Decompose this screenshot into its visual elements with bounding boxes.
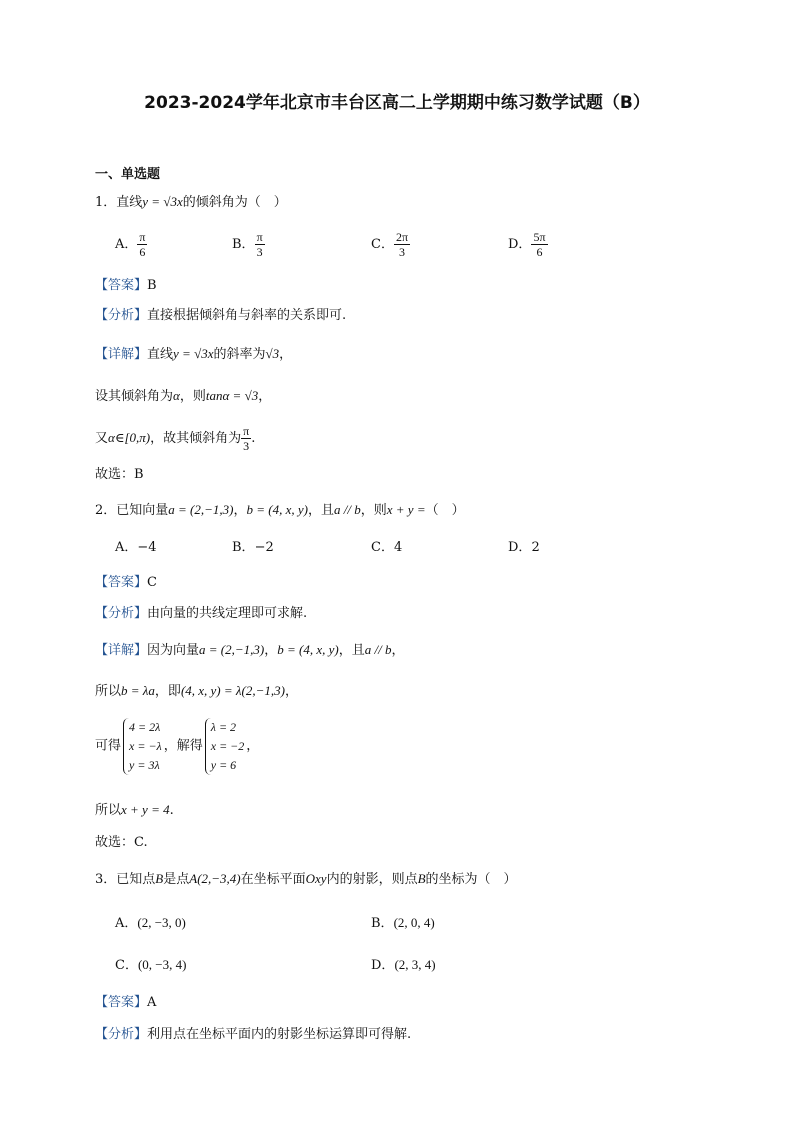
answer-value: B bbox=[147, 278, 157, 293]
equation: x = −λ bbox=[129, 739, 162, 753]
math: B bbox=[417, 871, 426, 886]
text: ，则 bbox=[179, 389, 206, 404]
fraction-den: 6 bbox=[139, 245, 146, 259]
detail-tag: 【详解】 bbox=[95, 643, 148, 658]
option-label: B． bbox=[232, 540, 255, 555]
math: x + y = bbox=[386, 502, 426, 517]
fraction bbox=[241, 424, 251, 453]
math: A(2,−3,4) bbox=[189, 871, 241, 886]
math: a // b bbox=[364, 642, 392, 657]
section-heading: 一、单选题 bbox=[95, 167, 161, 182]
q2-detail-line1 bbox=[95, 640, 405, 661]
option-text: 2 bbox=[531, 540, 540, 555]
q1-option-c bbox=[371, 230, 410, 259]
q3-option-d bbox=[371, 955, 436, 976]
text: 2．已知向量 bbox=[95, 503, 169, 518]
math: x + y = 4 bbox=[121, 802, 170, 817]
q1-answer bbox=[95, 276, 157, 296]
text: 可得 bbox=[95, 738, 122, 754]
option-label: C． bbox=[371, 540, 394, 555]
text: ， bbox=[233, 503, 247, 518]
answer-value: C bbox=[147, 575, 157, 590]
answer-tag: 【答案】 bbox=[95, 995, 148, 1010]
detail-tag: 【详解】 bbox=[95, 347, 148, 362]
q1-option-b bbox=[232, 230, 265, 259]
math: b = (4, x, y) bbox=[277, 642, 339, 657]
text: ，则 bbox=[360, 503, 387, 518]
equation: x = −2 bbox=[210, 739, 245, 753]
q2-option-d bbox=[508, 538, 540, 558]
text: ， bbox=[284, 684, 298, 699]
fraction bbox=[255, 230, 265, 259]
q3-stem bbox=[95, 869, 517, 890]
text: 因为向量 bbox=[147, 643, 200, 658]
text: 的斜率为 bbox=[213, 347, 266, 362]
option-label: C． bbox=[371, 237, 394, 252]
fraction-num: π bbox=[256, 230, 263, 244]
q2-option-a bbox=[115, 538, 157, 558]
fraction-den: 6 bbox=[536, 245, 543, 259]
equation: λ = 2 bbox=[210, 720, 237, 734]
option-label: D． bbox=[508, 237, 532, 252]
q1-detail-line2 bbox=[95, 386, 271, 407]
text: ，且 bbox=[338, 643, 365, 658]
q3-option-c bbox=[115, 955, 186, 976]
q2-stem bbox=[95, 500, 465, 521]
q1-choice: 故选：B bbox=[95, 467, 144, 482]
text: ， bbox=[258, 389, 272, 404]
fraction-num: π bbox=[139, 230, 146, 244]
option-label: B． bbox=[371, 916, 394, 931]
text: ， bbox=[279, 347, 293, 362]
math: α bbox=[173, 388, 180, 403]
option-text: (2, −3, 0) bbox=[137, 915, 186, 930]
math: tanα = √3 bbox=[205, 388, 259, 403]
q3-option-a bbox=[115, 913, 186, 934]
q1-option-d bbox=[508, 230, 548, 259]
option-label: B． bbox=[232, 237, 255, 252]
option-text: −2 bbox=[254, 540, 274, 555]
text: ，解得 bbox=[163, 738, 203, 754]
fraction bbox=[137, 230, 147, 259]
math: a = (2,−1,3) bbox=[199, 642, 265, 657]
text: 所以 bbox=[95, 684, 122, 699]
text: （ ） bbox=[425, 503, 465, 518]
option-text: 4 bbox=[393, 540, 403, 555]
text: ，即 bbox=[154, 684, 181, 699]
q2-option-b bbox=[232, 538, 274, 558]
equation: y = 3λ bbox=[129, 758, 160, 772]
text: 设其倾斜角为 bbox=[95, 389, 174, 404]
fraction-den: 3 bbox=[243, 439, 250, 453]
text: 3．已知点 bbox=[95, 872, 156, 887]
math: y = √3x bbox=[173, 346, 214, 361]
q2-detail-line3 bbox=[95, 718, 259, 775]
text: ，故其倾斜角为 bbox=[150, 431, 242, 446]
equation-system-1 bbox=[123, 718, 162, 775]
text: ，且 bbox=[307, 503, 334, 518]
option-text: (2, 0, 4) bbox=[393, 915, 435, 930]
q2-answer bbox=[95, 573, 157, 593]
q1-stem bbox=[95, 192, 287, 213]
text: . bbox=[251, 431, 256, 446]
option-text: (0, −3, 4) bbox=[137, 957, 187, 972]
equation-system-2 bbox=[205, 718, 245, 775]
math: Oxy bbox=[305, 871, 327, 886]
analysis-text: 由向量的共线定理即可求解. bbox=[147, 606, 308, 621]
fraction-num: π bbox=[243, 424, 250, 438]
math: a = (2,−1,3) bbox=[168, 502, 234, 517]
q1-stem-text-end: 的倾斜角为（ ） bbox=[182, 195, 287, 210]
math: (4, x, y) = λ(2,−1,3) bbox=[180, 683, 285, 698]
math: B bbox=[155, 871, 164, 886]
answer-tag: 【答案】 bbox=[95, 278, 148, 293]
option-label: A． bbox=[115, 540, 138, 555]
q3-option-b bbox=[371, 913, 435, 934]
option-label: C． bbox=[115, 958, 138, 973]
q2-option-c bbox=[371, 538, 402, 558]
q1-option-a bbox=[115, 230, 147, 259]
option-label: D． bbox=[508, 540, 532, 555]
math: a // b bbox=[334, 502, 361, 517]
text: 是点 bbox=[163, 872, 190, 887]
text: ， bbox=[264, 643, 278, 658]
math: √3 bbox=[265, 346, 280, 361]
fraction-den: 3 bbox=[398, 245, 405, 259]
q1-stem-text: 1．直线 bbox=[95, 195, 143, 210]
text: 内的射影，则点 bbox=[326, 872, 418, 887]
analysis-text: 利用点在坐标平面内的射影坐标运算即可得解. bbox=[147, 1027, 412, 1042]
fraction bbox=[531, 230, 547, 259]
math: b = (4, x, y) bbox=[246, 502, 308, 517]
q3-answer bbox=[95, 993, 156, 1013]
fraction-num: 2π bbox=[395, 230, 409, 244]
text: 又 bbox=[95, 431, 109, 446]
text: 在坐标平面 bbox=[240, 872, 306, 887]
analysis-tag: 【分析】 bbox=[95, 1027, 148, 1042]
q2-choice: 故选：C. bbox=[95, 835, 148, 850]
text: 所以 bbox=[95, 803, 122, 818]
analysis-text: 直接根据倾斜角与斜率的关系即可. bbox=[147, 308, 347, 323]
q1-analysis bbox=[95, 306, 346, 326]
q1-detail-line3 bbox=[95, 424, 255, 453]
analysis-tag: 【分析】 bbox=[95, 606, 148, 621]
text: 的坐标为（ ） bbox=[425, 872, 517, 887]
option-text: (2, 3, 4) bbox=[394, 957, 436, 972]
option-label: A． bbox=[115, 916, 138, 931]
text: ， bbox=[246, 738, 260, 754]
q2-detail-line2 bbox=[95, 681, 298, 702]
text: . bbox=[169, 803, 174, 818]
q1-stem-math: y = √3x bbox=[142, 194, 183, 209]
option-text: −4 bbox=[137, 540, 157, 555]
math: b = λa bbox=[121, 683, 155, 698]
fraction-den: 3 bbox=[256, 245, 263, 259]
q3-analysis bbox=[95, 1025, 411, 1045]
option-label: A． bbox=[115, 237, 138, 252]
answer-tag: 【答案】 bbox=[95, 575, 148, 590]
q2-analysis bbox=[95, 604, 307, 624]
option-label: D． bbox=[371, 958, 395, 973]
text: 直线 bbox=[147, 347, 174, 362]
q2-detail-line4 bbox=[95, 800, 174, 821]
equation: y = 6 bbox=[210, 758, 237, 772]
page-title: 2023-2024学年北京市丰台区高二上学期期中练习数学试题（B） bbox=[144, 93, 650, 113]
text: ， bbox=[391, 643, 405, 658]
equation: 4 = 2λ bbox=[129, 720, 161, 734]
analysis-tag: 【分析】 bbox=[95, 308, 148, 323]
answer-value: A bbox=[147, 995, 157, 1010]
math: α∈[0,π) bbox=[108, 430, 151, 445]
fraction-num: 5π bbox=[533, 230, 546, 244]
q1-detail-line1 bbox=[95, 344, 292, 365]
fraction bbox=[394, 230, 410, 259]
